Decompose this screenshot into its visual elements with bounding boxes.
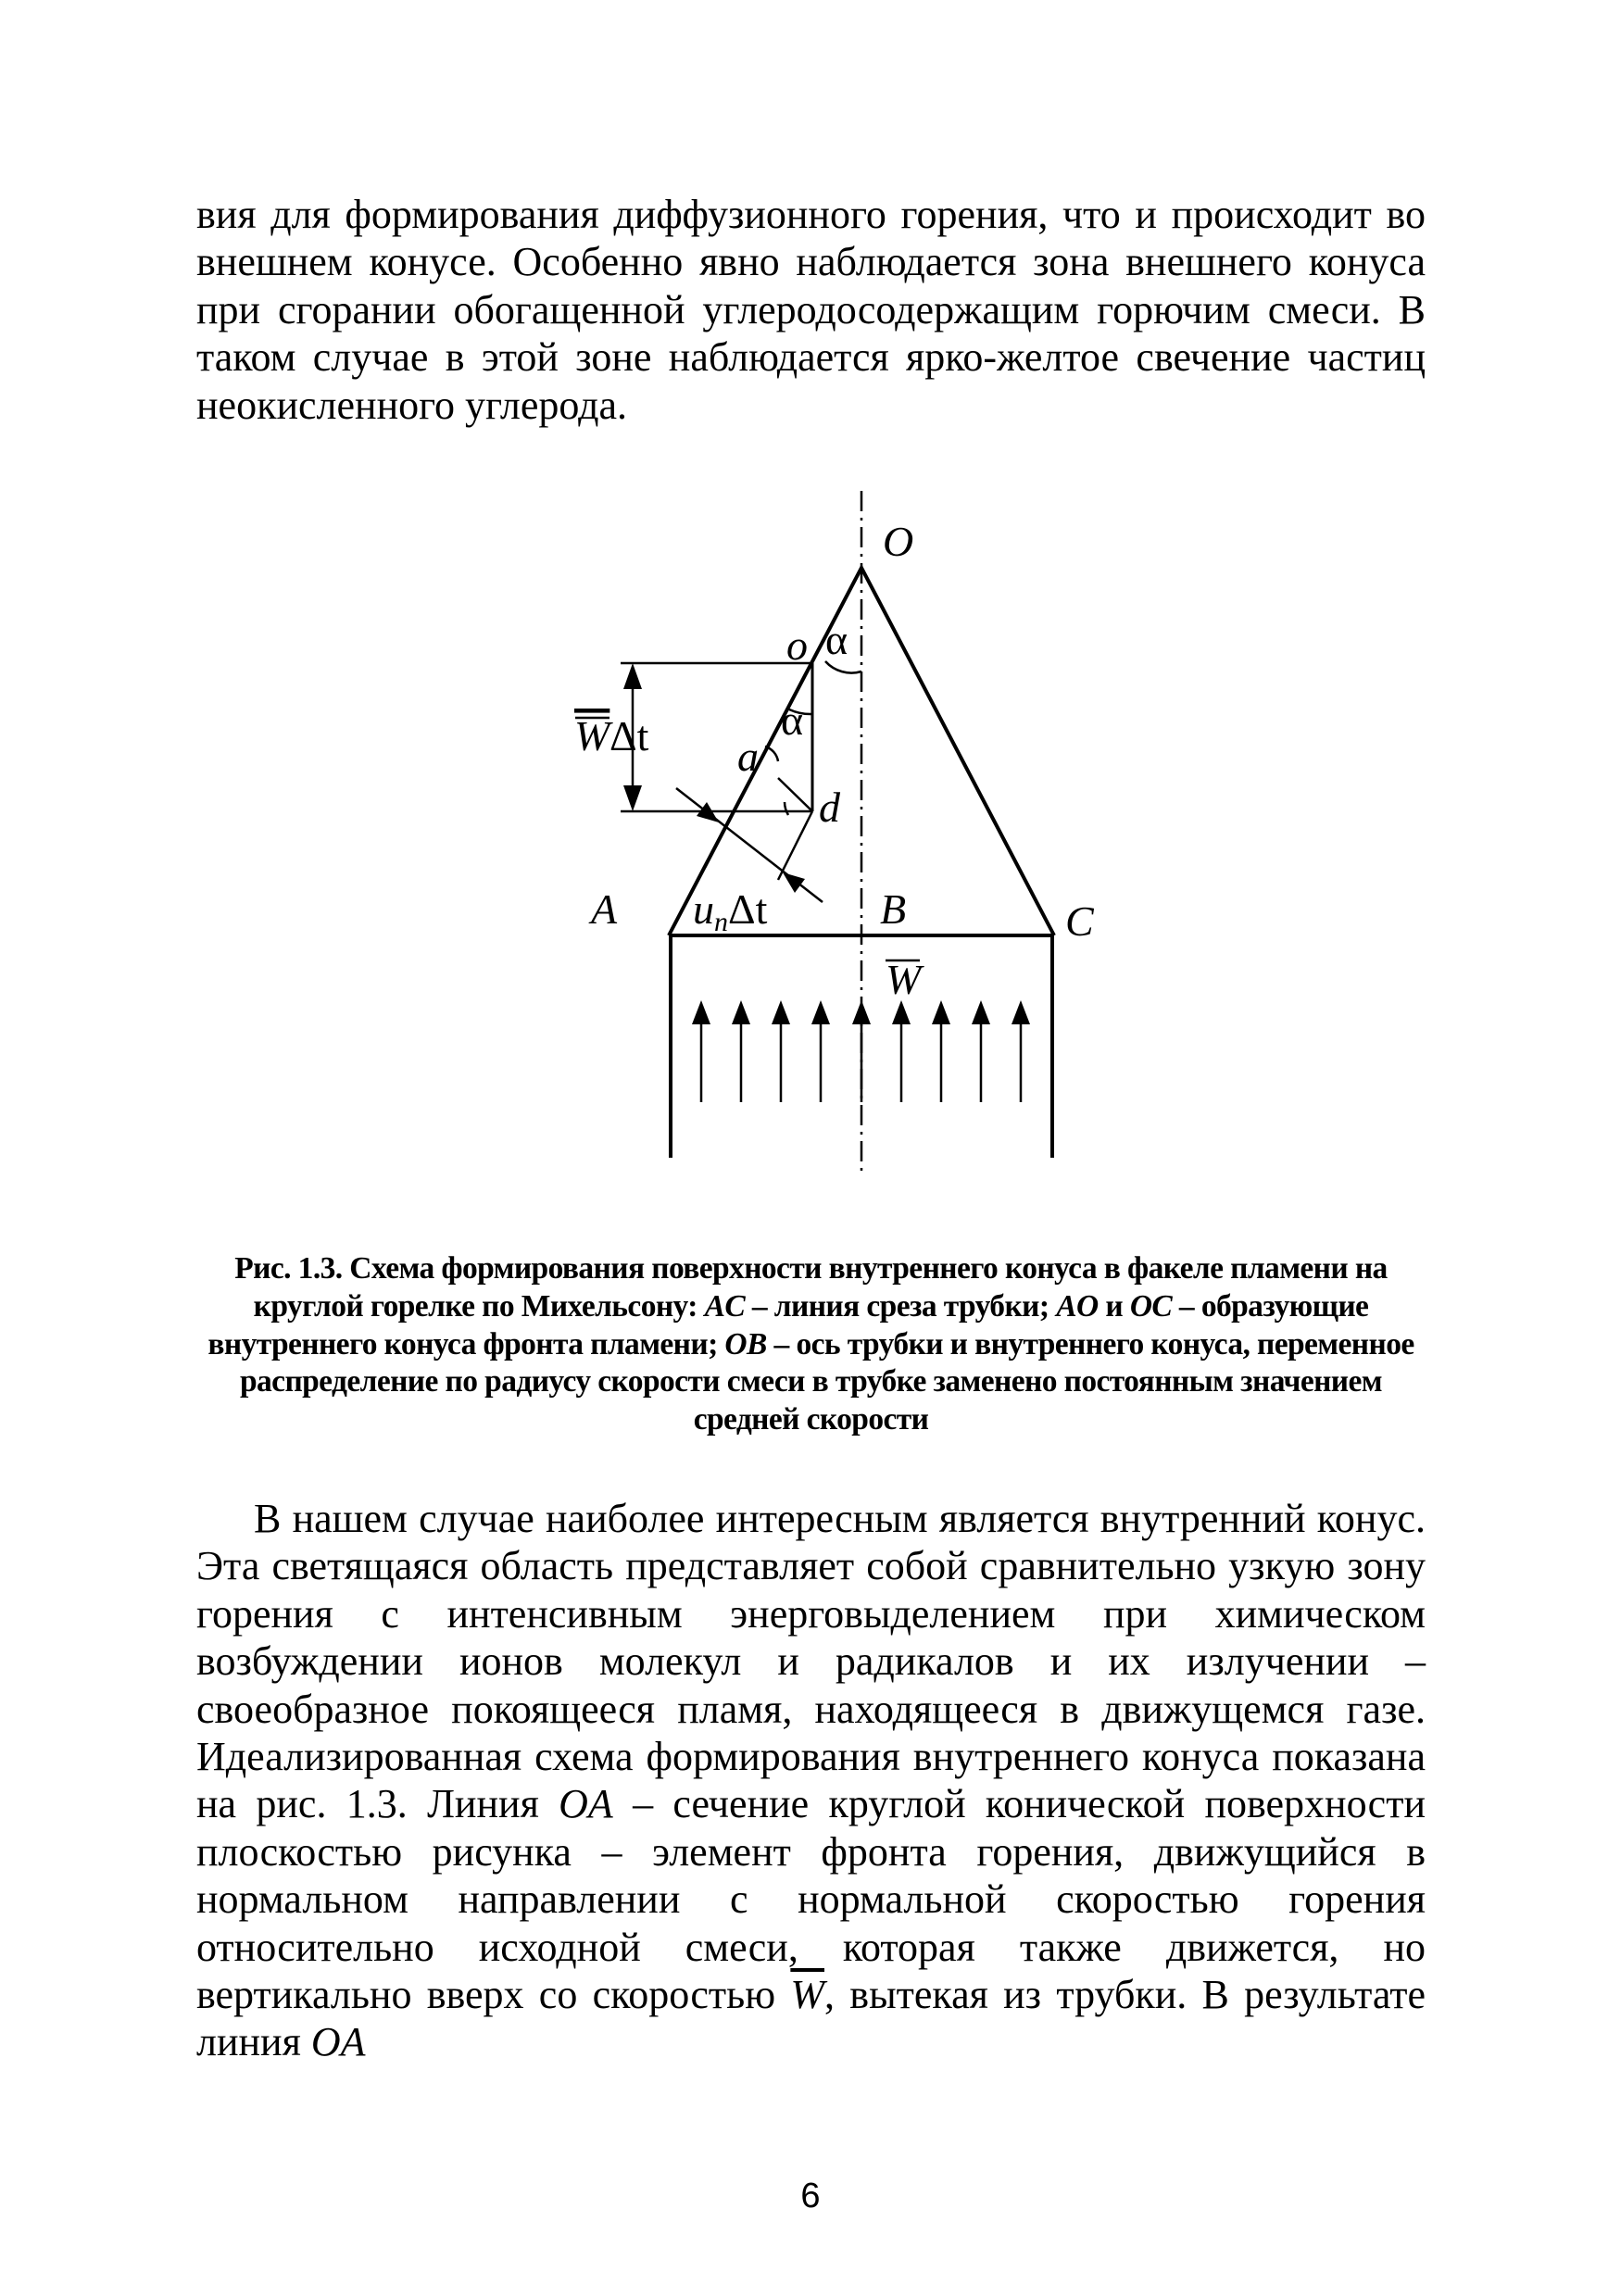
page-number: 6 — [800, 2177, 821, 2215]
angle-arc-d — [785, 802, 788, 815]
caption-ac: AC — [704, 1288, 746, 1324]
label-a: a — [737, 733, 759, 780]
bottom-part-1: В нашем случае наиболее интересным является внутренний конус. Эта светящаяся область представляет собой сравнительно узкую зону горения с интенсивным энерговыделением при химическом возбуждении ионов молекул и радикалов и их излучении – своеобразное покоящееся пламя, находящееся в движущемся газе. Идеализированная схема формирования внутреннего конуса показана на рис. 1.3. Линия — [196, 1496, 1426, 1827]
shifted-front-line — [778, 811, 812, 880]
bottom-paragraph — [196, 1495, 1426, 2066]
label-w-bottom: W — [886, 956, 922, 1003]
bottom-oa-1: OA — [559, 1781, 613, 1827]
label-w-dt-dt: Δt — [609, 712, 649, 759]
bottom-part-3: , вытекая из трубки. В результате линия — [196, 1972, 1426, 2065]
label-un-dt: unΔt — [693, 885, 768, 937]
caption-ob: OB — [724, 1326, 767, 1361]
caption-ao: AO — [1056, 1288, 1099, 1324]
bottom-oa-2: OA — [310, 2019, 366, 2065]
label-a-point: A — [591, 885, 618, 933]
ad-normal — [778, 778, 812, 811]
label-alpha-top: α — [825, 616, 848, 663]
caption-part-2: – линия среза трубки; — [745, 1288, 1057, 1324]
top-paragraph-text: вия для формирования диффузионного горения, что и происходит во внешнем конусе. Особенно явно наблюдается зона внешнего конуса при сгорании обогащенной углеродосодержащим горючим смеси. В таком случае в этой зоне наблюдается ярко-желтое свечение частиц неокисленного углерода. — [196, 192, 1426, 428]
label-d: d — [819, 784, 840, 831]
flow-arrows — [692, 1000, 1030, 1102]
label-b-point: B — [880, 885, 907, 933]
caption-part-3: и — [1098, 1288, 1130, 1324]
caption-part-1: Рис. 1.3. Схема формирования поверхности внутреннего конуса в факеле пламени на круглой горелке по Михельсону: — [234, 1251, 1388, 1324]
label-w-dt-w: W — [574, 712, 610, 759]
label-c-point: C — [1065, 897, 1094, 945]
label-o-lower: o — [786, 621, 808, 669]
label-o-upper: O — [883, 518, 914, 565]
bottom-part-2: – сечение круглой конической поверхности плоскостью рисунка – элемент фронта горения, движущийся в нормальном направлении с нормальной скоростью горения относительно исходной смеси, которая также движется, но вертикально вверх со скоростью — [196, 1781, 1426, 2018]
dim-arrow-down — [623, 785, 642, 811]
dim-arrow-up — [623, 663, 642, 689]
bottom-w-overline: $\overline{W}$ — [790, 1972, 825, 2018]
label-alpha-mid: α — [781, 696, 804, 744]
caption-part-4: – образующие внутреннего конуса фронта пламени; — [207, 1288, 1369, 1361]
normal-arrow-lower — [783, 872, 805, 893]
caption-part-5: – ось трубки и внутреннего конуса, переменное распределение по радиусу скорости смеси в трубке заменено постоянным значением средней скорости — [240, 1326, 1414, 1437]
caption-oc: OC — [1129, 1288, 1173, 1324]
figure-caption — [196, 1250, 1426, 1439]
